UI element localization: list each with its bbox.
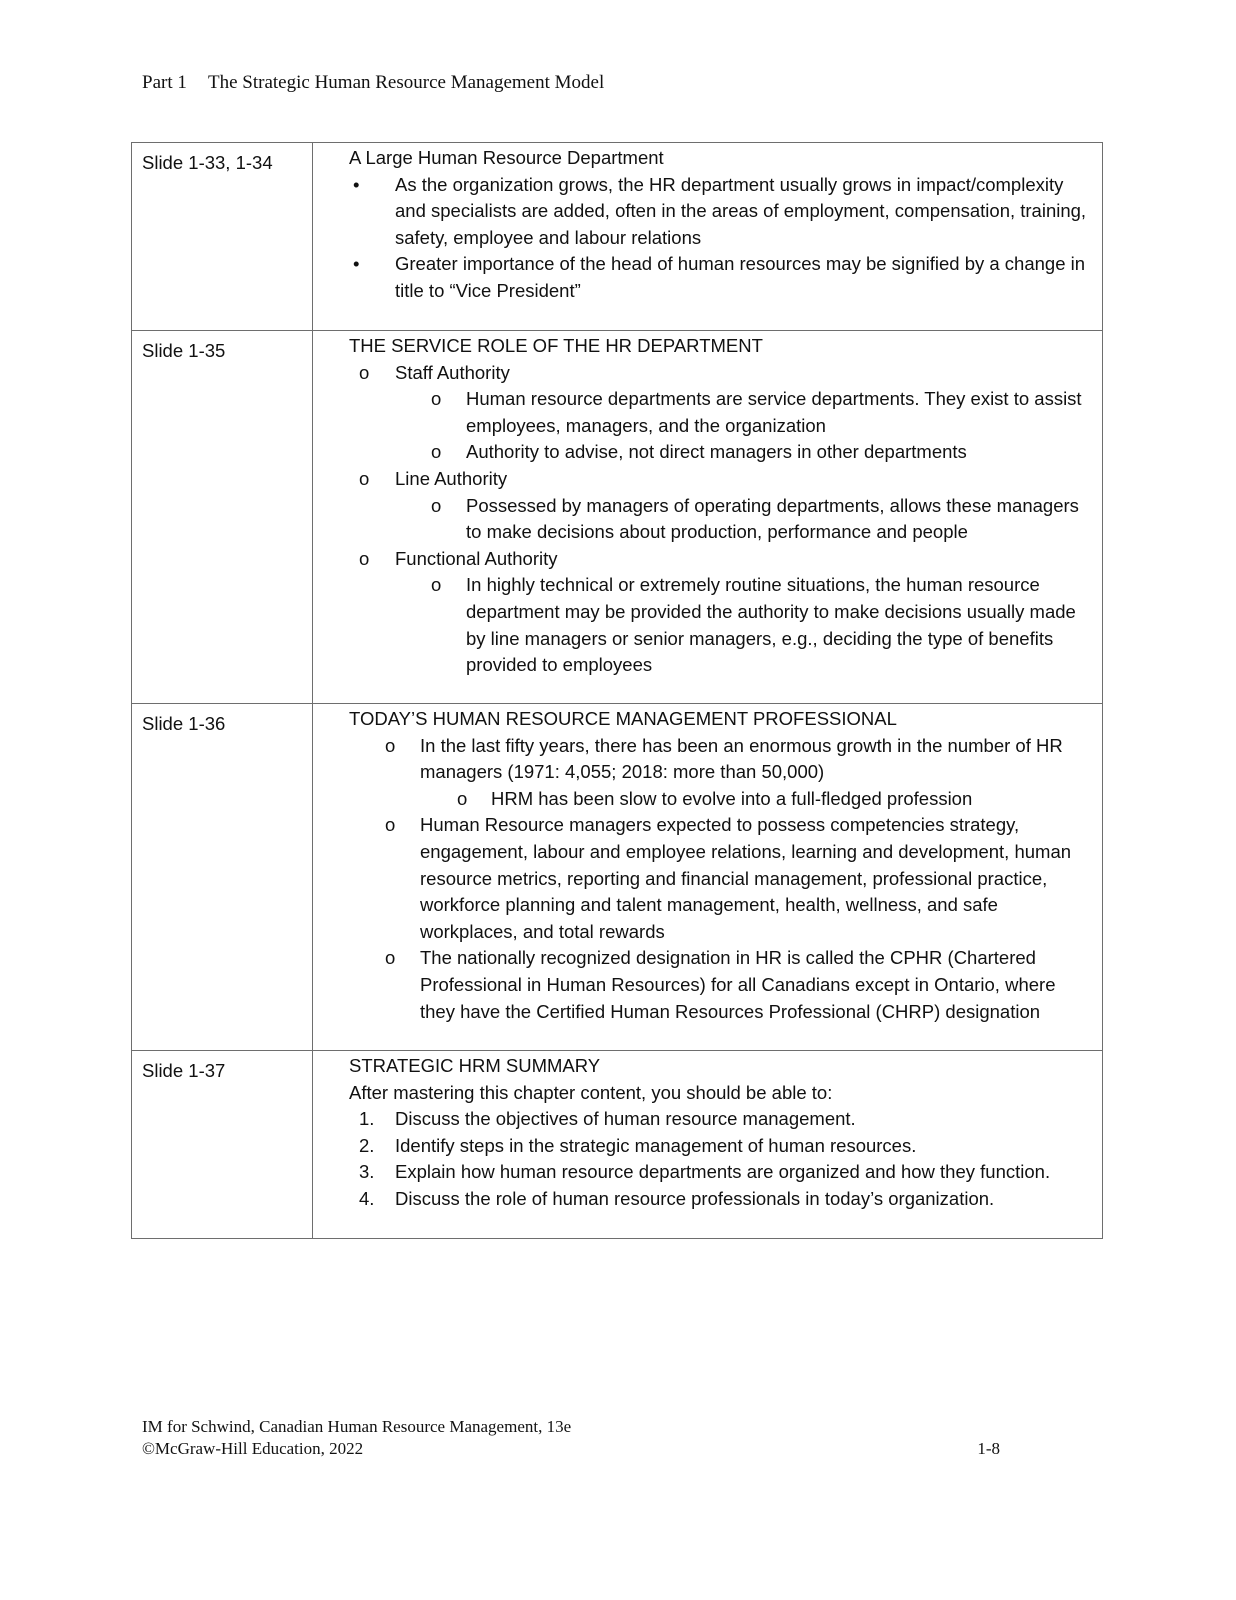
row-heading: STRATEGIC HRM SUMMARY (349, 1055, 601, 1076)
list-number: 3. (359, 1161, 375, 1183)
circle-bullet-icon: o (431, 494, 442, 516)
bullet-icon: • (353, 173, 360, 195)
slide-number: Slide 1-36 (132, 704, 313, 1051)
list-item: o The nationally recognized designation in HR is called the CPHR (Chartered Professional in Human Resources) for all Canadians except in Ontario, where they have the Certified Human Resources Professional (CHRP) designation (385, 947, 1056, 1022)
list-item: o In the last fifty years, there has been an enormous growth in the number of HR managers (1971: 4,055; 2018: more than 50,000) (385, 734, 1063, 783)
list-number: 4. (359, 1187, 375, 1209)
row-heading: TODAY’S HUMAN RESOURCE MANAGEMENT PROFESSIONAL (349, 708, 897, 729)
table-row (132, 331, 1103, 704)
table-row (132, 1051, 1103, 1239)
row-content (313, 143, 1103, 331)
list-number: 2. (359, 1134, 375, 1156)
circle-bullet-icon: o (431, 441, 442, 463)
row-heading: A Large Human Resource Department (349, 147, 664, 168)
list-item: o Functional Authority (349, 546, 1092, 573)
circle-bullet-icon: o (385, 814, 396, 836)
part-label: Part 1 (142, 72, 187, 93)
list-item: o HRM has been slow to evolve into a full-fledged profession (349, 786, 1092, 813)
circle-bullet-icon: o (359, 547, 370, 569)
list-item: o Human Resource managers expected to possess competencies strategy, engagement, labour and employee relations, learning and development, human resource metrics, reporting and financial management, professional practice, workforce planning and talent management, health, wellness, and safe workplaces, and total rewards (385, 814, 1072, 942)
list-number: 1. (359, 1108, 375, 1130)
list-item: o Authority to advise, not direct managers in other departments (349, 439, 1092, 466)
list-item: o Staff Authority (349, 360, 1092, 387)
list-item: o In highly technical or extremely routine situations, the human resource department may be provided the authority to make decisions usually made by line managers or senior managers, e.g., deciding the type of benefits provided to employees (431, 574, 1076, 676)
footer-copyright: ©McGraw-Hill Education, 2022 (142, 1439, 364, 1458)
row-intro: After mastering this chapter content, you should be able to: (349, 1081, 833, 1103)
table-row (132, 143, 1103, 331)
running-header (142, 72, 604, 94)
table-row (132, 704, 1103, 1051)
circle-bullet-icon: o (431, 574, 442, 596)
circle-bullet-icon: o (359, 361, 370, 383)
row-content (313, 331, 1103, 704)
slide-number: Slide 1-33, 1-34 (132, 143, 313, 331)
circle-bullet-icon: o (457, 787, 468, 809)
list-item: • As the organization grows, the HR department usually grows in impact/complexity and specialists are added, often in the areas of employment, compensation, training, safety, employee and labour relations (353, 173, 1087, 248)
list-item: o Line Authority (349, 466, 1092, 493)
page-number: 1-8 (977, 1439, 1000, 1458)
circle-bullet-icon: o (385, 947, 396, 969)
row-content (313, 704, 1103, 1051)
slides-table (131, 142, 1103, 1239)
list-item: 3. Explain how human resource departments are organized and how they function. (349, 1159, 1092, 1186)
list-item: o Human resource departments are service departments. They exist to assist employees, managers, and the organization (431, 388, 1082, 436)
row-heading: THE SERVICE ROLE OF THE HR DEPARTMENT (349, 335, 763, 356)
list-item: • Greater importance of the head of human resources may be signified by a change in title to “Vice President” (353, 253, 1086, 301)
header-title: The Strategic Human Resource Management Model (208, 72, 605, 93)
list-item: 1. Discuss the objectives of human resource management. (349, 1106, 1092, 1133)
list-item: 4. Discuss the role of human resource professionals in today’s organization. (349, 1186, 1092, 1213)
page-footer (142, 1416, 1000, 1460)
circle-bullet-icon: o (359, 467, 370, 489)
slide-number: Slide 1-37 (132, 1051, 313, 1239)
bullet-icon: • (353, 253, 360, 275)
footer-source: IM for Schwind, Canadian Human Resource Management, 13e (142, 1417, 572, 1436)
circle-bullet-icon: o (431, 388, 442, 410)
row-content (313, 1051, 1103, 1239)
circle-bullet-icon: o (385, 734, 396, 756)
list-item: 2. Identify steps in the strategic management of human resources. (349, 1133, 1092, 1160)
slide-number: Slide 1-35 (132, 331, 313, 704)
list-item: o Possessed by managers of operating departments, allows these managers to make decisions about production, performance and people (431, 494, 1079, 543)
